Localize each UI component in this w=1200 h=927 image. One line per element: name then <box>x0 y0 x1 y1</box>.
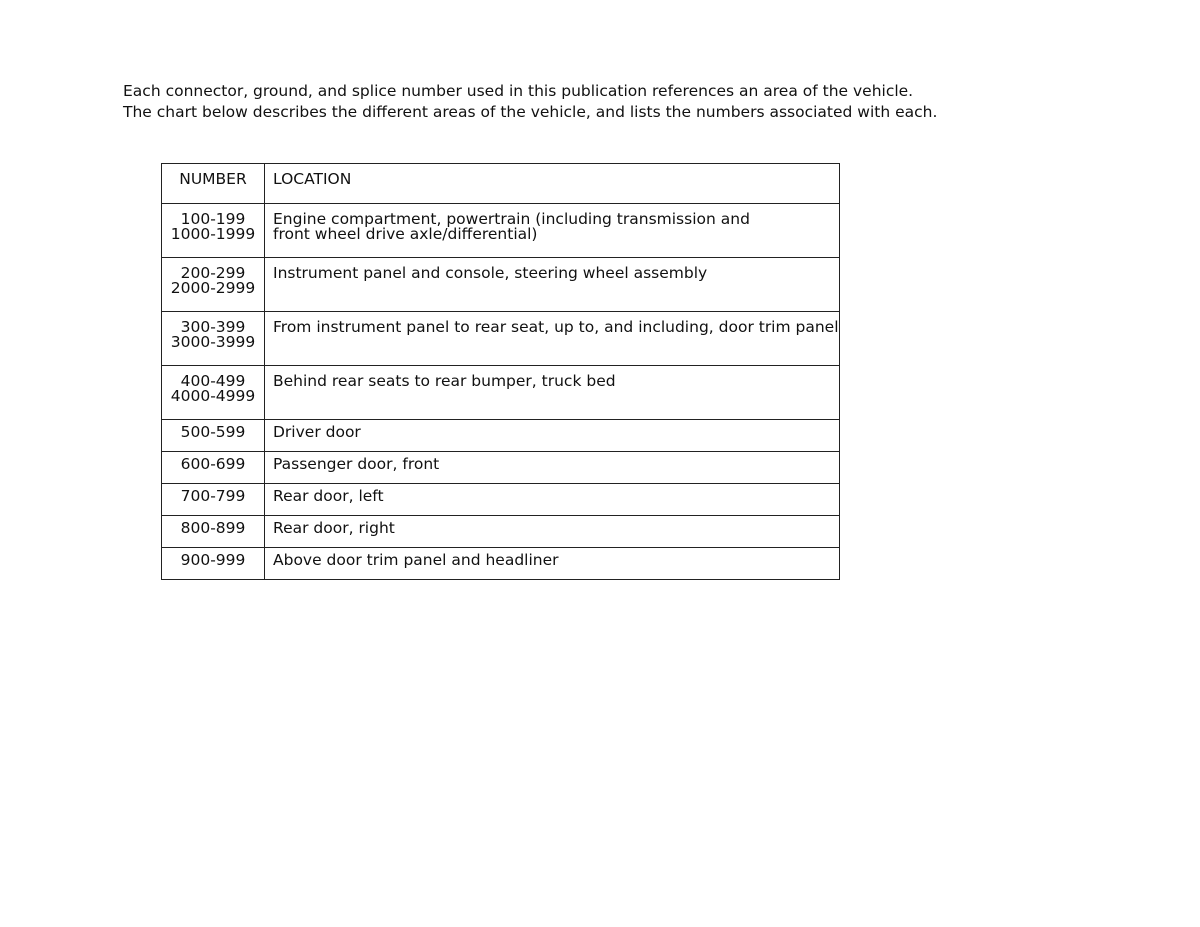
table-row <box>162 312 840 366</box>
number-range: 1000-1999 <box>170 225 256 243</box>
location-cell: Driver door <box>265 420 840 452</box>
number-column-header: NUMBER <box>162 164 265 204</box>
location-cell <box>265 312 840 366</box>
intro-line-2: The chart below describes the different areas of the vehicle, and lists the numbers associated with each. <box>123 103 938 121</box>
number-range: 2000-2999 <box>170 279 256 297</box>
location-text: From instrument panel to rear seat, up to, and including, door trim panel <box>273 318 839 336</box>
intro-text <box>123 81 937 123</box>
number-cell: 800-899 <box>162 516 265 548</box>
location-cell: Rear door, left <box>265 484 840 516</box>
location-cell <box>265 204 840 258</box>
table-header-row <box>162 164 840 204</box>
number-range: 400-499 <box>180 372 246 390</box>
location-cell <box>265 258 840 312</box>
number-range: 4000-4999 <box>170 387 256 405</box>
table-row <box>162 420 840 452</box>
number-cell <box>162 312 265 366</box>
table-row <box>162 452 840 484</box>
number-cell: 900-999 <box>162 548 265 580</box>
location-text: Behind rear seats to rear bumper, truck bed <box>273 372 616 390</box>
number-range: 300-399 <box>180 318 246 336</box>
intro-line-1: Each connector, ground, and splice number used in this publication references an area of the vehicle. <box>123 82 914 100</box>
location-cell: Passenger door, front <box>265 452 840 484</box>
table-row <box>162 258 840 312</box>
number-cell <box>162 258 265 312</box>
number-range: 3000-3999 <box>170 333 256 351</box>
location-text: front wheel drive axle/differential) <box>273 225 538 243</box>
table-row <box>162 204 840 258</box>
table-row <box>162 548 840 580</box>
number-range: 200-299 <box>180 264 246 282</box>
table-row <box>162 484 840 516</box>
table-row <box>162 516 840 548</box>
location-cell <box>265 366 840 420</box>
number-range: 100-199 <box>180 210 246 228</box>
number-cell: 700-799 <box>162 484 265 516</box>
location-text: Engine compartment, powertrain (including transmission and <box>273 210 750 228</box>
table-row <box>162 366 840 420</box>
location-cell: Above door trim panel and headliner <box>265 548 840 580</box>
number-cell: 500-599 <box>162 420 265 452</box>
location-text: Instrument panel and console, steering wheel assembly <box>273 264 708 282</box>
number-cell <box>162 204 265 258</box>
number-cell <box>162 366 265 420</box>
location-cell: Rear door, right <box>265 516 840 548</box>
number-cell: 600-699 <box>162 452 265 484</box>
area-number-table <box>161 163 840 580</box>
location-column-header: LOCATION <box>265 164 840 204</box>
